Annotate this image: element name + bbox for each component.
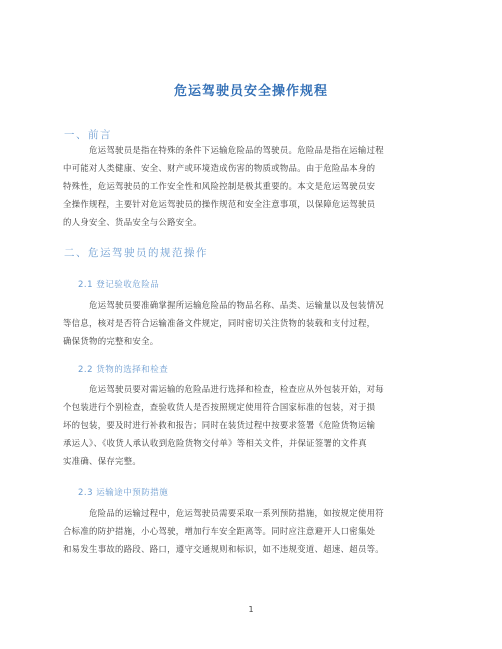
subsection-heading-transport-measures: 2.3 运输途中预防措施	[78, 488, 169, 498]
paragraph-line: 危运驾驶员是指在特殊的条件下运输危险品的驾驶员。危险品是指在运输过程	[89, 145, 384, 155]
inspection-paragraph	[63, 380, 439, 470]
paragraph-line: 实准确、保存完整。	[63, 456, 142, 466]
paragraph-line: 特殊性，危运驾驶员的工作安全性和风险控制是极其重要的。本文是危运驾驶员安	[63, 181, 376, 191]
paragraph-line: 危运驾驶员要准确掌握所运输危险品的物品名称、品类、运输量以及包装情况	[89, 300, 384, 310]
paragraph-line: 合标准的防护措施，小心驾驶，增加行车安全距离等。同时应注意避开人口密集处	[63, 526, 376, 536]
subsection-heading-inspection: 2.2 货物的选择和检查	[78, 365, 169, 375]
paragraph-line: 确保货物的完整和安全。	[63, 336, 159, 346]
registration-paragraph	[63, 296, 439, 350]
paragraph-line: 坏的包装，要及时进行补救和报告；同时在装货过程中按要求签署《危险货物运输	[63, 420, 376, 430]
paragraph-line: 全操作规程，主要针对危运驾驶员的操作规范和安全注意事项，以保障危运驾驶员	[63, 199, 376, 209]
paragraph-line: 中可能对人类健康、安全、财产或环境造成伤害的物质或物品。由于危险品本身的	[63, 163, 376, 173]
document-title: 危运驾驶员安全操作规程	[173, 84, 328, 99]
paragraph-line: 和易发生事故的路段、路口，遵守交通规则和标识，如不违规变道、超速、超员等。	[63, 544, 384, 554]
paragraph-line: 危运驾驶员要对需运输的危险品进行选择和检查，检查应从外包装开始，对每	[89, 384, 384, 394]
transport-measures-paragraph	[63, 504, 439, 558]
section-heading-preface: 一、前言	[64, 129, 112, 141]
subsection-heading-registration: 2.1 登记验收危险品	[78, 280, 160, 290]
paragraph-line: 危险品的运输过程中，危运驾驶员需要采取一系列预防措施，如按规定使用符	[89, 508, 384, 518]
section-heading-operations: 二、危运驾驶员的规范操作	[64, 247, 208, 259]
page-number: 1	[248, 605, 254, 614]
paragraph-line: 个包装进行个别检查，查验收货人是否按照规定使用符合国家标准的包装，对于损	[63, 402, 376, 412]
paragraph-line: 的人身安全、货品安全与公路安全。	[63, 217, 202, 227]
preface-paragraph	[63, 141, 439, 231]
paragraph-line: 承运人》、《收货人承认收到危险货物交付单》等相关文件，并保证签署的文件真	[63, 438, 367, 448]
paragraph-line: 等信息，核对是否符合运输准备文件规定，同时密切关注货物的装载和支付过程，	[63, 318, 376, 328]
